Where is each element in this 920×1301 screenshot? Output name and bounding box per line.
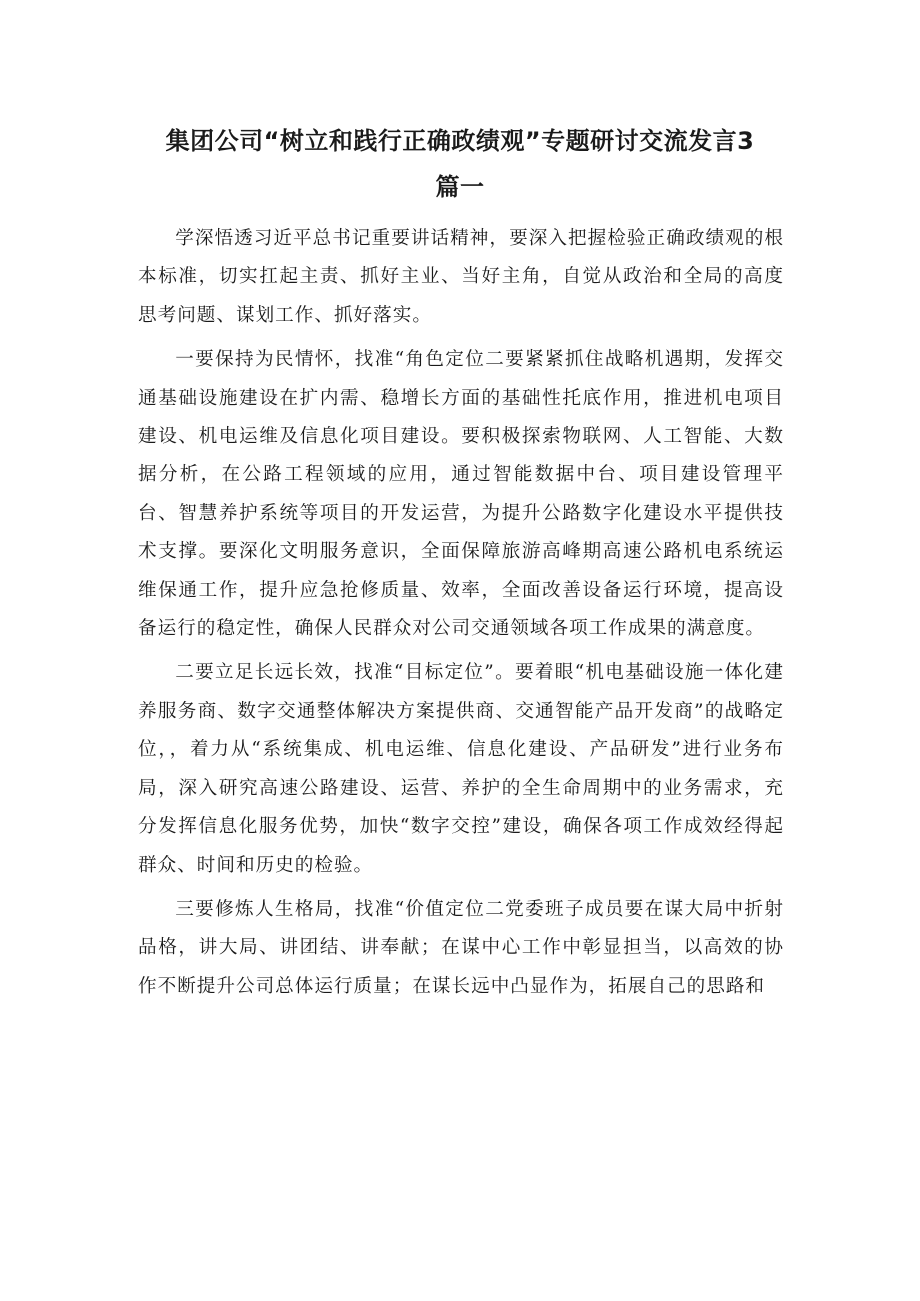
paragraph-point-three: 三要修炼人生格局，找准“价值定位二党委班子成员要在谋大局中折射品格，讲大局、讲团结、讲奉献；在谋中心工作中彰显担当，以高效的协作不断提升公司总体运行质量；在谋长远中凸显作为，拓展自己的思路和 <box>138 898 784 997</box>
paragraph-point-two: 二要立足长远长效，找准“目标定位”。要着眼“机电基础设施一体化建养服务商、数字交通整体解决方案提供商、交通智能产品开发商”的战略定位，，着力从“系统集成、机电运维、信息化建设、产品研发”进行业务布局，深入研究高速公路建设、运营、养护的全生命周期中的业务需求，充分发挥信息化服务优势，加快“数字交控”建设，确保各项工作成效经得起群众、时间和历史的检验。 <box>138 662 784 876</box>
paragraph-point-one: 一要保持为民情怀，找准“角色定位二要紧紧抓住战略机遇期，发挥交通基础设施建设在扩内需、稳增长方面的基础性托底作用，推进机电项目建设、机电运维及信息化项目建设。要积极探索物联网、人工智能、大数据分析，在公路工程领域的应用，通过智能数据中台、项目建设管理平台、智慧养护系统等项目的开发运营，为提升公路数字化建设水平提供技术支撑。要深化文明服务意识，全面保障旅游高峰期高速公路机电系统运维保通工作，提升应急抢修质量、效率，全面改善设备运行环境，提高设备运行的稳定性，确保人民群众对公司交通领域各项工作成果的满意度。 <box>138 349 784 640</box>
paragraph-intro: 学深悟透习近平总书记重要讲话精神，要深入把握检验正确政绩观的根本标准，切实扛起主责、抓好主业、当好主角，自觉从政治和全局的高度思考问题、谋划工作、抓好落实。 <box>138 228 784 326</box>
title-line-1: 集团公司“树立和践行正确政绩观”专题研讨交流发言3 <box>165 127 755 155</box>
document-title <box>120 118 800 210</box>
title-line-2: 篇一 <box>435 173 485 201</box>
document-body <box>138 220 784 1012</box>
